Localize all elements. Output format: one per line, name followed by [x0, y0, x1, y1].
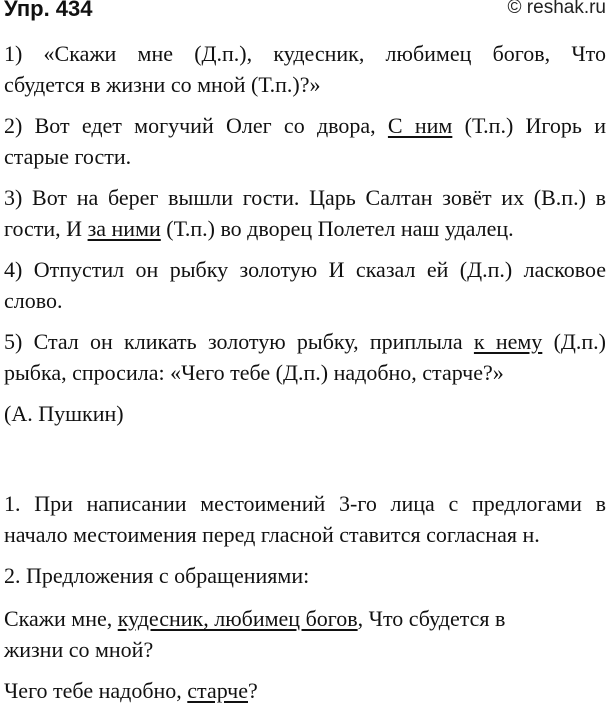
sentence-5-text-b: (Д.п.)	[542, 329, 606, 354]
example-1-text-b: , Что сбудется в	[357, 606, 506, 631]
sentence-3-line-1: 3) Вот на берег вышли гости. Царь Салтан зовёт их (В.п.) в	[4, 185, 606, 210]
underlined-address: старче	[187, 678, 248, 703]
example-2-text-b: ?	[248, 678, 258, 703]
sentence-1-line-1: 1) «Скажи мне (Д.п.), кудесник, любимец богов, Что	[4, 41, 606, 66]
exercise-title: Упр. 434	[4, 0, 93, 21]
sentence-2-text-b: (Т.п.) Игорь и	[452, 113, 606, 138]
note-1-line-1: 1. При написании местоимений 3-го лица с предлогами в	[4, 491, 606, 516]
sentence-4-line-2: слово.	[4, 288, 63, 313]
example-1	[4, 603, 606, 665]
underlined-pronoun: С ним	[387, 113, 453, 138]
sentence-1-line-2: сбудется в жизни со мной (Т.п.)?»	[4, 72, 321, 97]
sentence-2	[4, 110, 606, 172]
underlined-pronoun: к нему	[473, 329, 543, 354]
note-1	[4, 488, 606, 550]
sentence-4	[4, 254, 606, 316]
sentence-2-line-1	[4, 110, 606, 141]
sentence-2-line-2: старые гости.	[4, 144, 132, 169]
sentence-5-line-1	[4, 326, 606, 357]
underlined-pronoun: за ними	[87, 216, 161, 241]
sentence-3-line-2	[4, 213, 606, 244]
sentence-3-text-b: (Т.п.) во дворец Полетел наш удалец.	[160, 216, 514, 241]
sentence-3-text-a: гости, И	[4, 216, 88, 241]
sentence-5-text-a: 5) Стал он кликать золотую рыбку, приплыла	[4, 329, 474, 354]
sentence-3	[4, 182, 606, 244]
example-1-line-1	[4, 603, 606, 634]
sentence-5	[4, 326, 606, 388]
site-watermark: © reshak.ru	[507, 0, 606, 18]
note-2: 2. Предложения с обращениями:	[4, 563, 310, 588]
example-2-text-a: Чего тебе надобно,	[4, 678, 188, 703]
sentence-2-text-a: 2) Вот едет могучий Олег со двора,	[4, 113, 388, 138]
example-1-line-2: жизни со мной?	[4, 637, 154, 662]
example-2	[4, 675, 606, 706]
example-1-text-a: Скажи мне,	[4, 606, 118, 631]
author-attribution: (А. Пушкин)	[4, 401, 124, 426]
sentence-4-line-1: 4) Отпустил он рыбку золотую И сказал ей (Д.п.) ласковое	[4, 257, 606, 282]
sentence-1	[4, 38, 606, 100]
sentence-5-line-2: рыбка, спросила: «Чего тебе (Д.п.) надобно, старче?»	[4, 360, 504, 385]
note-1-line-2: начало местоимения перед гласной ставится согласная н.	[4, 522, 540, 547]
underlined-address: кудесник, любимец богов	[117, 606, 358, 631]
